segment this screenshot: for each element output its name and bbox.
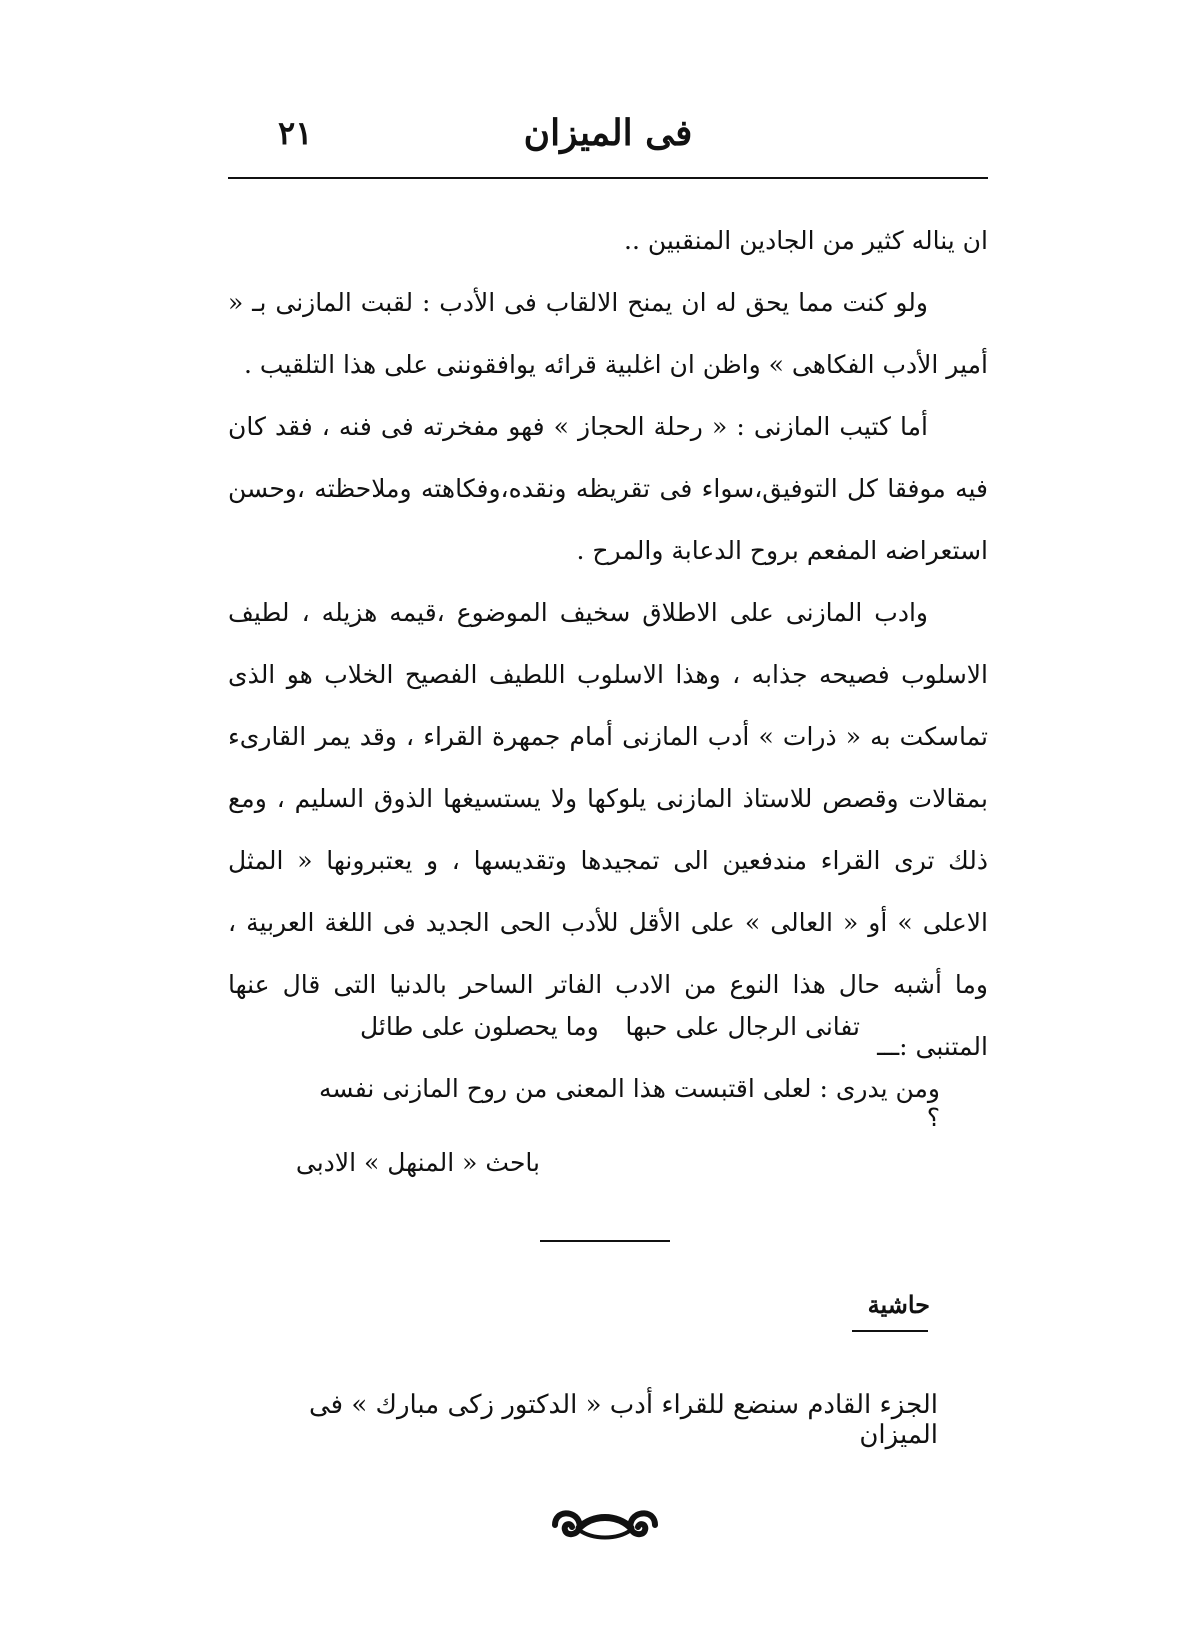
running-title: فى الميزان xyxy=(523,112,693,154)
paragraph: ان يناله كثير من الجادين المنقبين .. xyxy=(624,226,988,255)
footnote-text: الجزء القادم سنضع للقراء أدب « الدكتور زكى مبارك » فى الميزان xyxy=(308,1390,938,1450)
verse-line xyxy=(300,1012,860,1062)
section-divider xyxy=(540,1240,670,1242)
verse-hemistich-left: وما يحصلون على طائل xyxy=(360,1012,599,1041)
verse-hemistich-right: تفانى الرجال على حبها xyxy=(625,1012,860,1041)
paragraph: وادب المازنى على الاطلاق سخيف الموضوع ،قيمه هزيله ، لطيف الاسلوب فصيحه جذابه ، وهذا الاسلوب اللطيف الفصيح الخلاب هو الذى تماسكت به « ذرات » أدب المازنى أمام جمهرة القراء ، وقد يمر القارىء بمقالات وقصص للاستاذ المازنى يلوكها ولا يستسيغها الذوق السليم ، ومع ذلك ترى القراء مندفعين الى تمجيدها وتقديسها ، و يعتبرونها « المثل الاعلى » أو « العالى » على الأقل للأدب الحى الجديد فى اللغة العربية ، وما أشبه حال هذا النوع من الادب الفاتر الساحر بالدنيا التى قال عنها المتنبى :ـــ xyxy=(228,598,988,1061)
closing-question: ومن يدرى : لعلى اقتبست هذا المعنى من روح المازنى نفسه ؟ xyxy=(319,1074,940,1132)
header-rule xyxy=(228,177,988,179)
footnote-heading: حاشية xyxy=(867,1290,930,1319)
author-signature: باحث « المنهل » الادبى xyxy=(295,1148,540,1177)
end-ornament-icon xyxy=(545,1500,665,1550)
page-header xyxy=(228,112,988,172)
paragraph: ولو كنت مما يحق له ان يمنح الالقاب فى الأدب : لقبت المازنى بـ « أمير الأدب الفكاهى » واظن ان اغلبية قرائه يوافقوننى على هذا التلقيب . xyxy=(228,288,988,379)
paragraph: أما كتيب المازنى : « رحلة الحجاز » فهو مفخرته فى فنه ، فقد كان فيه موفقا كل التوفيق،سواء فى تقريظه ونقده،وفكاهته وملاحظته ،وحسن استعراضه المفعم بروح الدعابة والمرح . xyxy=(228,412,988,565)
footnote-heading-underline xyxy=(852,1330,928,1332)
page-number: ٢١ xyxy=(278,114,313,152)
body-text xyxy=(228,210,988,1078)
